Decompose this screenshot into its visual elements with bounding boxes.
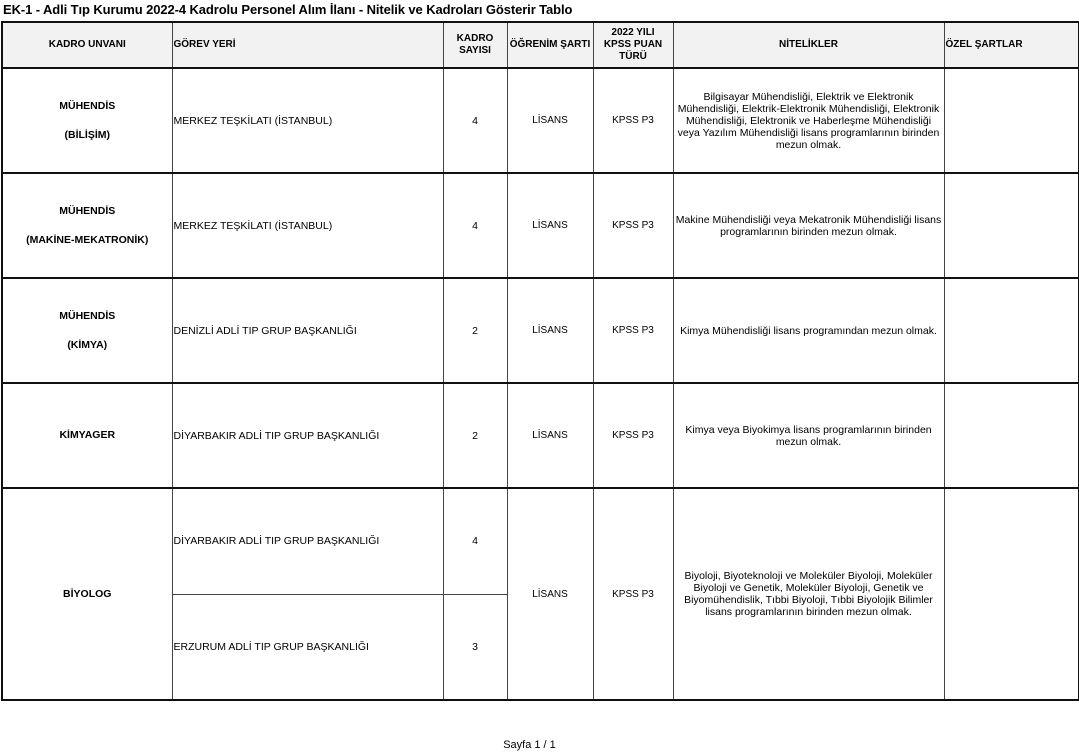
gorev-yeri-cell: DENİZLİ ADLİ TIP GRUP BAŞKANLIĞI: [172, 278, 443, 383]
page-number: Sayfa 1 / 1: [503, 739, 556, 751]
unvan-subtitle: (KİMYA): [67, 338, 108, 351]
header-nitelikler: NİTELİKLER: [673, 22, 944, 68]
unvan-title: KİMYAGER: [59, 429, 116, 441]
ogrenim-sarti-cell: LİSANS: [507, 278, 593, 383]
kpss-puan-turu-cell: KPSS P3: [593, 383, 673, 488]
kadro-sayisi-cell: 2: [443, 383, 507, 488]
unvan-title: BİYOLOG: [63, 587, 112, 600]
gorev-yeri-cell: MERKEZ TEŞKİLATI (İSTANBUL): [172, 68, 443, 173]
kpss-puan-turu-cell: KPSS P3: [593, 488, 673, 700]
ozel-sartlar-cell: [944, 68, 1079, 173]
table-row: [2, 173, 1079, 278]
header-kpss-puan-turu: 2022 YILI KPSS PUAN TÜRÜ: [593, 22, 673, 68]
ozel-sartlar-cell: [944, 383, 1079, 488]
unvan-title: MÜHENDİS: [59, 309, 116, 322]
ogrenim-sarti-cell: LİSANS: [507, 68, 593, 173]
nitelikler-cell: Bilgisayar Mühendisliği, Elektrik ve Elektronik Mühendisliği, Elektrik-Elektronik Mühendisliği, Elektronik Mühendisliği, Elektronik ve Haberleşme Mühendisliği veya Yazılım Mühendisliği lisans programlarının birinden mezun olmak.: [673, 68, 944, 173]
kadro-unvani-cell: [2, 383, 172, 488]
header-kadro-unvani: KADRO UNVANI: [2, 22, 172, 68]
kadro-unvani-cell: [2, 488, 172, 700]
kadro-unvani-cell: [2, 173, 172, 278]
ozel-sartlar-cell: [944, 278, 1079, 383]
positions-table: [1, 21, 1079, 701]
ogrenim-sarti-cell: LİSANS: [507, 383, 593, 488]
document-title: EK-1 - Adli Tıp Kurumu 2022-4 Kadrolu Personel Alım İlanı - Nitelik ve Kadroları Gösterir Tablo: [3, 2, 573, 17]
gorev-yeri-cell: DİYARBAKIR ADLİ TIP GRUP BAŞKANLIĞI: [172, 488, 443, 594]
kpss-puan-turu-cell: KPSS P3: [593, 173, 673, 278]
header-ozel-sartlar: ÖZEL ŞARTLAR: [944, 22, 1079, 68]
kpss-puan-turu-cell: KPSS P3: [593, 278, 673, 383]
gorev-yeri-cell: MERKEZ TEŞKİLATI (İSTANBUL): [172, 173, 443, 278]
nitelikler-cell: Makine Mühendisliği veya Mekatronik Mühendisliği lisans programlarının birinden mezun olmak.: [673, 173, 944, 278]
table-row: [2, 278, 1079, 383]
ozel-sartlar-cell: [944, 173, 1079, 278]
gorev-yeri-cell: ERZURUM ADLİ TIP GRUP BAŞKANLIĞI: [172, 594, 443, 700]
kadro-unvani-cell: [2, 68, 172, 173]
kadro-sayisi-cell: 4: [443, 173, 507, 278]
kadro-unvani-cell: [2, 278, 172, 383]
unvan-title: MÜHENDİS: [59, 204, 116, 217]
nitelikler-cell: Kimya Mühendisliği lisans programından mezun olmak.: [673, 278, 944, 383]
unvan-title: MÜHENDİS: [59, 99, 116, 112]
ogrenim-sarti-cell: LİSANS: [507, 173, 593, 278]
nitelikler-cell: Kimya veya Biyokimya lisans programlarının birinden mezun olmak.: [673, 383, 944, 488]
table-row: [2, 383, 1079, 488]
kadro-sayisi-cell: 4: [443, 68, 507, 173]
header-gorev-yeri: GÖREV YERİ: [172, 22, 443, 68]
table-row: [2, 68, 1079, 173]
kadro-sayisi-cell: 2: [443, 278, 507, 383]
unvan-subtitle: (MAKİNE-MEKATRONİK): [26, 233, 149, 246]
nitelikler-cell: Biyoloji, Biyoteknoloji ve Moleküler Biyoloji, Moleküler Biyoloji ve Genetik, Moleküler Biyoloji, Genetik ve Biyomühendislik, Tıbbi Biyoloji, Tıbbi Biyolojik Bilimler lisans programlarının birinden mezun olmak.: [673, 488, 944, 700]
kadro-sayisi-cell: 4: [443, 488, 507, 594]
ogrenim-sarti-cell: LİSANS: [507, 488, 593, 700]
header-ogrenim-sarti: ÖĞRENİM ŞARTI: [507, 22, 593, 68]
header-kadro-sayisi: KADRO SAYISI: [443, 22, 507, 68]
table-header-row: [2, 22, 1079, 68]
unvan-subtitle: (BİLİŞİM): [64, 128, 110, 141]
ozel-sartlar-cell: [944, 488, 1079, 700]
kpss-puan-turu-cell: KPSS P3: [593, 68, 673, 173]
kadro-sayisi-cell: 3: [443, 594, 507, 700]
table-row: [2, 488, 1079, 594]
gorev-yeri-cell: DİYARBAKIR ADLİ TIP GRUP BAŞKANLIĞI: [172, 383, 443, 488]
